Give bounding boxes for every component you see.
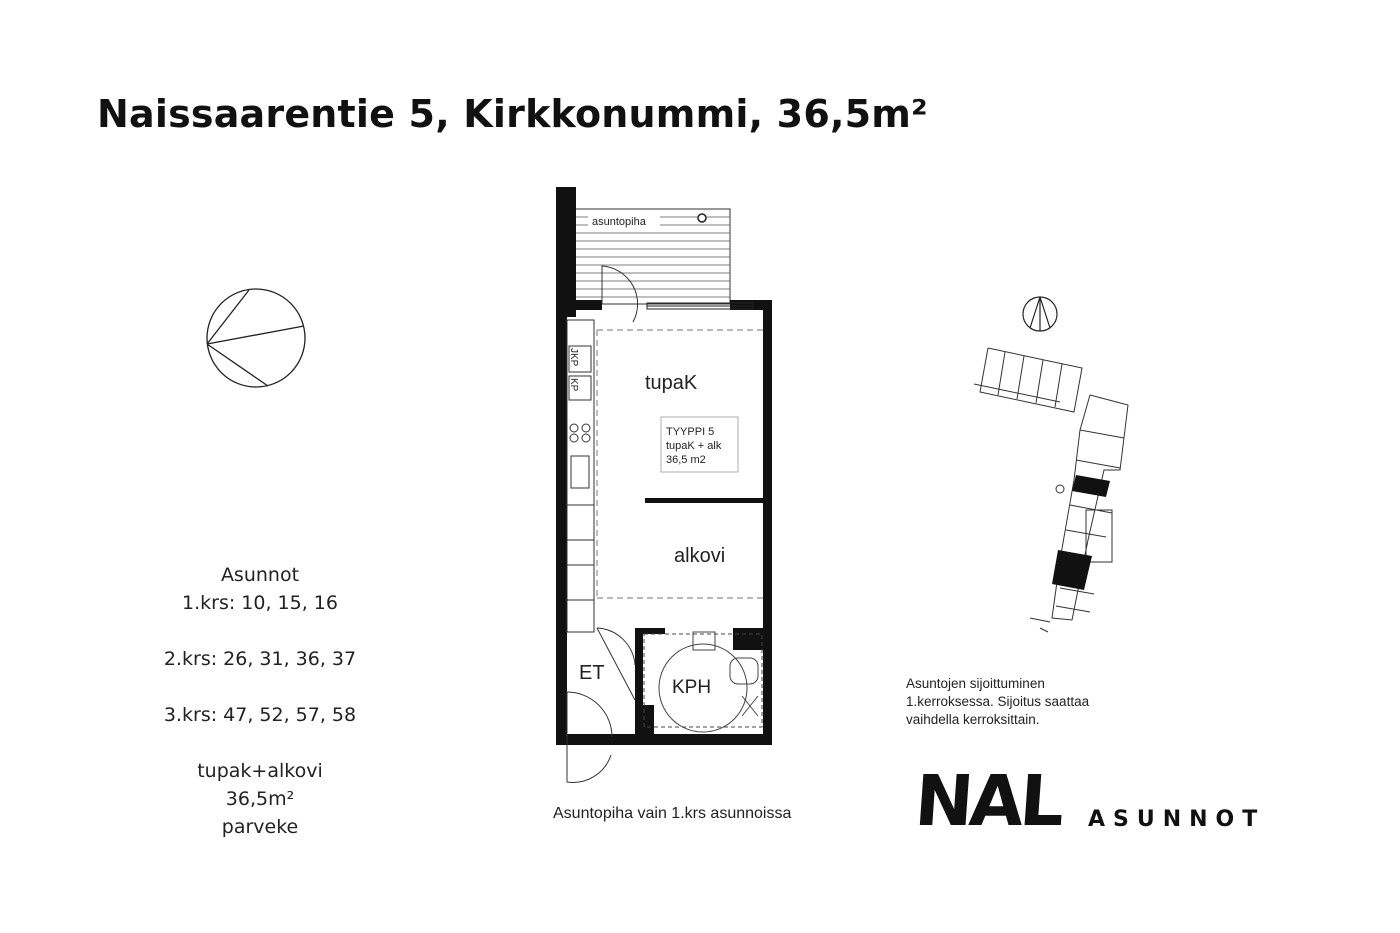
room-bath-label: KPH bbox=[672, 677, 712, 698]
placement-note-line-3: vaihdella kerroksittain. bbox=[906, 712, 1040, 727]
floor-2-list: 2.krs: 26, 31, 36, 37 bbox=[163, 648, 357, 670]
room-living-label: tupaK bbox=[645, 372, 698, 394]
yard-note: Asuntopiha vain 1.krs asunnoissa bbox=[553, 805, 792, 822]
type-line-2: tupaK + alk bbox=[666, 440, 722, 452]
floor-1-list: 1.krs: 10, 15, 16 bbox=[182, 592, 338, 614]
doors bbox=[567, 266, 638, 782]
yard-label: asuntopiha bbox=[592, 216, 646, 228]
nal-logo: NAL bbox=[912, 760, 1064, 842]
apartments-heading: Asunnot bbox=[220, 564, 300, 586]
side-label-jkp: JKP bbox=[568, 348, 579, 367]
placement-note-line-1: Asuntojen sijoittuminen bbox=[906, 676, 1045, 691]
floor-3-list: 3.krs: 47, 52, 57, 58 bbox=[163, 704, 357, 726]
room-alcove-label: alkovi bbox=[674, 545, 726, 567]
placement-note bbox=[906, 675, 1089, 729]
apartment-extra: parveke bbox=[221, 816, 299, 838]
asunnot-logo-text: ASUNNOT bbox=[1088, 807, 1266, 832]
site-compass-icon bbox=[1023, 297, 1057, 331]
room-entry-label: ET bbox=[579, 662, 605, 684]
type-line-3: 36,5 m2 bbox=[666, 454, 706, 466]
compass-icon bbox=[207, 289, 305, 387]
page-title: Naissaarentie 5, Kirkkonummi, 36,5m² bbox=[97, 92, 928, 136]
type-line-1: TYYPPI 5 bbox=[666, 426, 715, 438]
apartment-area: 36,5m² bbox=[225, 788, 295, 810]
kitchen-counter bbox=[567, 320, 594, 632]
apartment-type: tupak+alkovi bbox=[197, 760, 323, 782]
placement-note-line-2: 1.kerroksessa. Sijoitus saattaa bbox=[906, 694, 1090, 709]
side-label-kp: KP bbox=[568, 378, 579, 392]
